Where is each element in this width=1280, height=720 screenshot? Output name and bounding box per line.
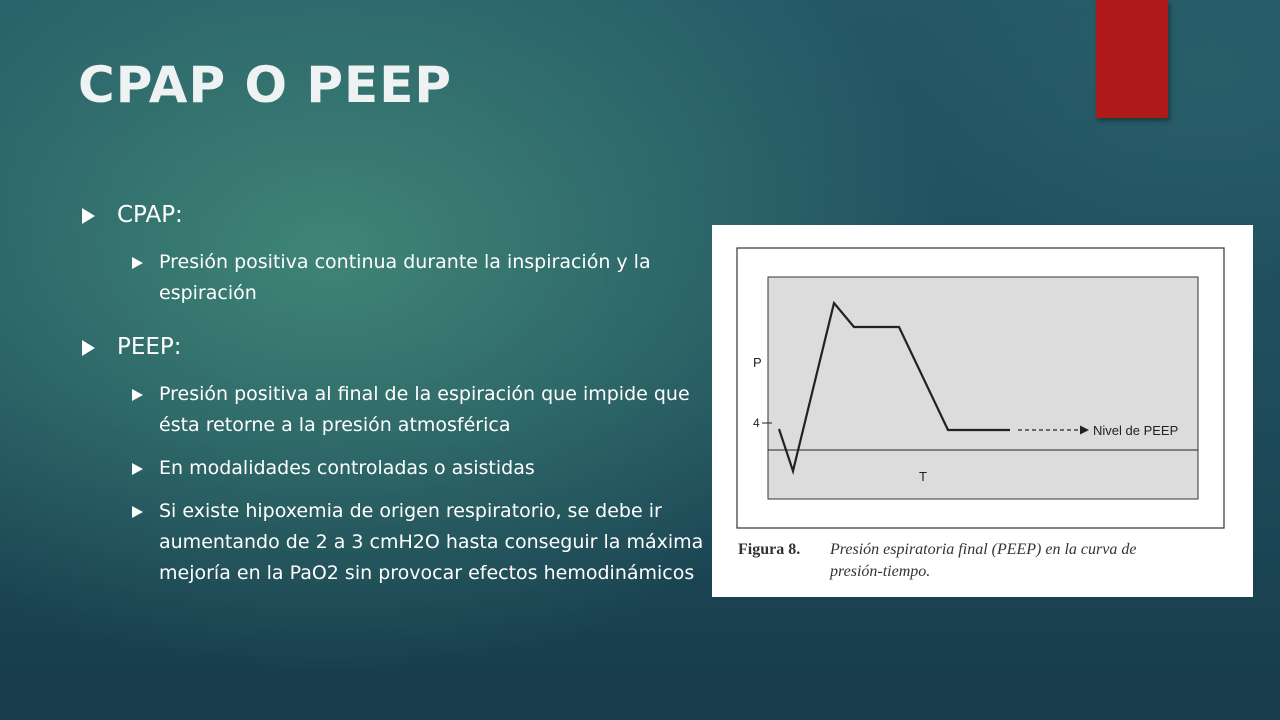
figure-caption-line2: presión-tiempo. <box>830 563 931 580</box>
bullet-label-cpap: CPAP: <box>117 202 183 228</box>
figure-caption-line1: Presión espiratoria final (PEEP) en la curva de <box>830 541 1137 558</box>
sub-bullet-arrow-icon <box>132 463 143 475</box>
bullet-label-peep: PEEP: <box>117 334 182 360</box>
sub-bullet <box>132 496 732 589</box>
sub-bullet-text: Si existe hipoxemia de origen respiratorio, se debe ir aumentando de 2 a 3 cmH2O hasta conseguir la máxima mejoría en la PaO2 sin provocar efectos hemodinámicos <box>159 500 704 584</box>
bullet-arrow-icon <box>82 208 95 224</box>
y-axis-label: P <box>753 355 762 370</box>
peep-figure <box>712 225 1253 597</box>
sub-bullet-arrow-icon <box>132 257 143 269</box>
sub-bullet-arrow-icon <box>132 389 143 401</box>
bullet-cpap <box>82 195 732 235</box>
slide-title: CPAP O PEEP <box>78 56 453 114</box>
sub-bullet-text: Presión positiva continua durante la inspiración y la espiración <box>159 251 651 304</box>
x-axis-label: T <box>919 469 927 484</box>
bullet-peep <box>82 327 732 367</box>
bullet-content <box>82 195 732 589</box>
sub-bullet <box>132 453 732 484</box>
sub-bullet-arrow-icon <box>132 506 143 518</box>
sub-bullets-peep <box>132 379 732 589</box>
y-tick-label: 4 <box>753 416 760 430</box>
sub-bullets-cpap <box>132 247 732 309</box>
sub-bullet-text: En modalidades controladas o asistidas <box>159 457 535 479</box>
accent-bar <box>1096 0 1168 118</box>
sub-bullet <box>132 247 732 309</box>
sub-bullet <box>132 379 732 441</box>
peep-annotation: Nivel de PEEP <box>1093 423 1179 438</box>
bullet-arrow-icon <box>82 340 95 356</box>
sub-bullet-text: Presión positiva al final de la espiración que impide que ésta retorne a la presión atmosférica <box>159 383 690 436</box>
figure-caption-label: Figura 8. <box>738 541 801 558</box>
pressure-time-diagram <box>712 225 1253 597</box>
